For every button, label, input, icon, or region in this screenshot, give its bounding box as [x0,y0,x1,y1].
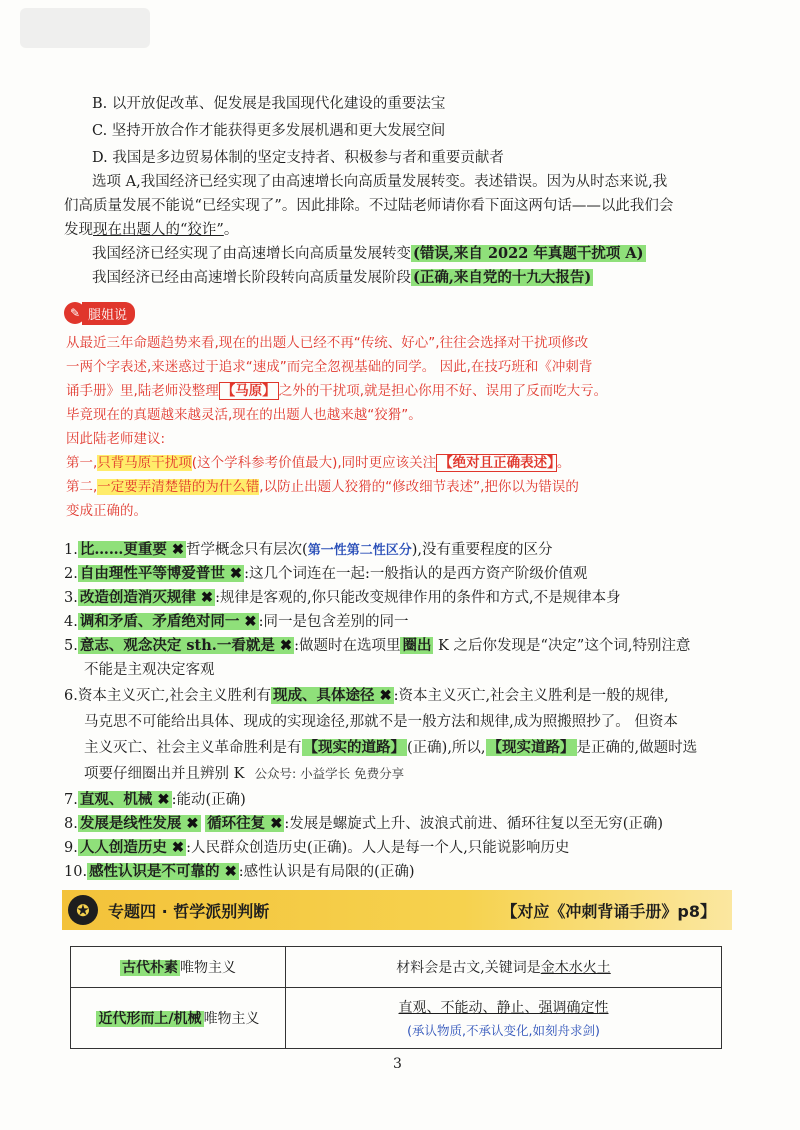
r1-right-a: 材料会是古文,关键词是 [396,960,541,976]
cross-icon: ✖ [279,637,293,654]
item-10-rest: :感性认识是有局限的(正确) [238,864,415,880]
item-4-hl-text: 调和矛盾、矛盾绝对同一 [79,613,240,630]
cross-icon: ✖ [244,613,257,630]
section-banner [62,890,732,930]
tip-line-6-a: 第一, [66,455,98,471]
item-2-hl-text: 自由理性平等博爱普世 [79,565,225,582]
item-7-hl [78,791,172,808]
item-5-line-2: 不能是主观决定客观 [84,662,215,678]
item-6-line-3-b2: 【现实道路】 [487,739,575,756]
sentence-2-tag: (正确,来自党的十九大报告) [413,269,592,286]
tip-line-8: 变成正确的。 [66,503,147,519]
item-10-hl-text: 感性认识是不可靠的 [89,863,220,880]
tip-line-3-b: 之外的干扰项,就是担心你用不好、误用了反而吃大亏。 [278,383,608,399]
cross-icon: ✖ [171,541,185,558]
item-5-rest-a: :做题时在选项里 [294,638,401,654]
item-6-line-3-a: 主义灭亡、社会主义革命胜利是有 [84,740,302,756]
r1-left-rest: 唯物主义 [180,960,236,976]
explain-line-3 [64,220,238,240]
item-8-num: 8. [64,816,78,832]
cross-icon: ✖ [224,863,237,880]
item-8-hl [78,815,201,832]
table-cell-right-1 [286,947,722,988]
item-2-hl [78,565,244,582]
sentence-2-text: 我国经济已经由高速增长阶段转向高质量发展阶段 [92,270,411,286]
explain-line-2: 们高质量发展不能说“已经实现了”。因此排除。不过陆老师请你看下面这两句话——以此我们会 [64,198,674,214]
item-1-num: 1. [64,542,78,558]
comparison-table [70,946,722,1049]
cross-icon: ✖ [157,791,170,808]
item-6-line-2: 马克思不可能给出具体、现成的实现途径,那就不是一般方法和规律,成为照搬照抄了。 但资本 [84,714,678,730]
section-title: 专题四 · 哲学派别判断 [108,901,270,921]
tip-line-3-box: 【马原】 [219,382,279,400]
sentence-1 [92,244,646,264]
item-5-hl2: 圈出 [402,637,432,654]
item-7 [64,790,246,810]
item-8 [64,814,663,834]
table-cell-left-1 [71,947,286,988]
item-4 [64,612,408,632]
scan-smudge [20,8,150,48]
tip-line-6-c: 。 [556,455,571,471]
item-2-num: 2. [64,566,78,582]
item-6-hl-text: 现成、具体途径 [272,687,375,704]
tip-line-7-u: 一定要弄清楚错的为什么错 [97,479,260,495]
item-2-rest: :这几个词连在一起:一般指认的是西方资产阶级价值观 [244,566,588,582]
tip-line-7-a: 第二, [66,479,98,495]
tip-line-2: 一两个字表述,来迷惑过于追求“速成”而完全忽视基础的同学。 因此,在技巧班和《冲刺背 [66,359,593,375]
item-6-pre: 资本主义灭亡,社会主义胜利有 [77,688,271,704]
item-7-num: 7. [64,792,78,808]
item-6-num: 6. [64,688,78,704]
item-9-rest: :人民群众创造历史(正确)。人人是每一个人,只能说影响历史 [186,840,570,856]
item-3-rest: :规律是客观的,你只能改变规律作用的条件和方式,不是规律本身 [215,590,621,606]
item-10 [64,862,414,882]
explain-line-3-c: 。 [223,222,239,238]
section-ref: 【对应《冲刺背诵手册》p8】 [501,901,716,921]
item-5-rest-b: K 之后你发现是“决定”这个词,特别注意 [433,638,691,654]
watermark-text: 公众号: 小益学长 免费分享 [254,766,405,781]
table-cell-right-2 [286,988,722,1049]
item-5 [64,636,690,656]
item-9 [64,838,569,858]
table-row [71,947,722,988]
item-5-num: 5. [64,638,78,654]
item-3-num: 3. [64,590,78,606]
tip-line-4: 毕竟现在的真题越来越灵活,现在的出题人也越来越“狡猾”。 [66,407,422,423]
item-10-num: 10. [64,864,88,880]
tip-line-3-a: 诵手册》里,陆老师没整理 [66,383,219,399]
cross-icon: ✖ [186,815,199,832]
item-8-rest: :发展是螺旋式上升、波浪式前进、循环往复以至无穷(正确) [284,816,664,832]
star-icon: ✪ [68,895,98,925]
item-9-hl [78,839,186,856]
item-5-hl [78,637,294,654]
item-1-blue: 第一性第二性区分 [307,543,412,558]
option-b: B. 以开放促改革、促发展是我国现代化建设的重要法宝 [92,96,446,112]
cross-icon: ✖ [229,565,243,582]
tip-line-1: 从最近三年命题趋势来看,现在的出题人已经不再“传统、好心”,往往会选择对干扰项修改 [66,335,589,351]
tip-line-7-b: ,以防止出题人狡猾的“修改细节表述”,把你以为错误的 [259,479,579,495]
item-6-hl [271,687,394,704]
item-6-line-4-text: 项要仔细圈出并且辨别 K [84,766,245,782]
tip-line-7 [66,477,579,497]
item-6 [64,686,669,706]
item-8-hl-text: 发展是线性发展 [79,815,182,832]
item-10-hl [87,863,239,880]
item-1-rest-a: 哲学概念只有层次( [186,542,308,558]
teacher-says-badge [64,302,135,324]
table-row [71,988,722,1049]
item-4-hl [78,613,259,630]
item-9-num: 9. [64,840,78,856]
item-6-line-3 [84,738,697,758]
explain-line-3-b: 现在出题人的“狡诈” [93,222,224,238]
table-cell-left-2 [71,988,286,1049]
badge-label: 腿姐说 [82,302,135,325]
item-5-hl-text: 意志、观念决定 sth.一看就是 [79,637,275,654]
item-2 [64,564,587,584]
item-6-line-4 [84,764,404,784]
r2-right-note: (承认物质,不承认变化,如刻舟求剑) [407,1023,600,1038]
cross-icon: ✖ [270,815,283,832]
item-8-hl2 [205,815,284,832]
item-4-num: 4. [64,614,78,630]
pen-icon: ✎ [64,302,86,324]
item-6-line-3-e: 是正确的,做题时选 [576,740,698,756]
explain-line-1: 选项 A,我国经济已经实现了由高速增长向高质量发展转变。表述错误。因为从时态来说,我 [92,174,668,190]
r1-left-hl: 古代朴素 [122,960,178,976]
page-number: 3 [393,1056,402,1072]
option-c: C. 坚持开放合作才能获得更多发展机遇和更大发展空间 [92,123,446,139]
tip-line-5: 因此陆老师建议: [66,431,166,447]
item-6-line-3-d: ,所以, [447,740,486,756]
item-6-rest: :资本主义灭亡,社会主义胜利是一般的规律, [393,688,669,704]
tip-line-6-box: 【绝对且正确表述】 [436,454,557,472]
tip-line-6-b: (这个学科参考价值最大),同时更应该关注 [191,455,437,471]
item-1-hl [78,541,186,558]
r2-left-rest: 唯物主义 [203,1011,260,1027]
r2-right-u: 直观、不能动、静止、强调确定性 [398,1000,609,1016]
item-6-line-3-c: (正确) [407,740,448,756]
item-1-hl-text: 比……更重要 [79,541,167,558]
item-3-hl-text: 改造创造消灭规律 [79,589,196,606]
item-8-hl2-text: 循环往复 [207,815,266,832]
tip-line-6 [66,453,570,473]
item-4-rest: :同一是包含差别的同一 [258,614,409,630]
explain-line-3-a: 发现 [64,222,93,238]
option-d: D. 我国是多边贸易体制的坚定支持者、积极参与者和重要贡献者 [92,150,504,166]
item-1-rest-b: ),没有重要程度的区分 [411,542,553,558]
sentence-1-text: 我国经济已经实现了由高速增长向高质量发展转变 [92,246,411,262]
r1-right-u: 金木水火土 [540,960,611,976]
item-3-hl [78,589,215,606]
tip-line-3 [66,381,607,401]
item-6-line-3-b1: 【现实的道路】 [303,739,405,756]
cross-icon: ✖ [171,839,185,856]
r2-left-hl: 近代形而上/机械 [98,1011,202,1027]
cross-icon: ✖ [379,687,392,704]
item-7-rest: :能动(正确) [171,792,246,808]
tip-line-6-u: 只背马原干扰项 [97,455,192,471]
sentence-1-tag: (错误,来自 2022 年真题干扰项 A) [413,245,644,262]
item-9-hl-text: 人人创造历史 [79,839,167,856]
cross-icon: ✖ [200,589,214,606]
item-3 [64,588,621,608]
item-1 [64,540,553,561]
sentence-2 [92,268,593,288]
item-7-hl-text: 直观、机械 [79,791,153,808]
